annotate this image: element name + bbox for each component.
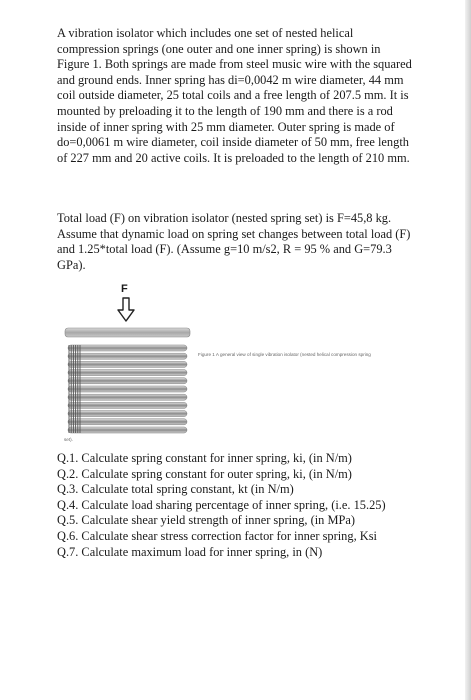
spring-coil <box>68 419 187 425</box>
question-3: Q.3. Calculate total spring constant, kt (in N/m) <box>57 482 294 497</box>
force-label: F <box>121 283 128 295</box>
problem-paragraph-1: A vibration isolator which includes one set of nested helical compression springs (one outer and one inner spring) is shown in Figure 1. Both springs are made from steel music wire with the squared and ground ends. Inner spring has di=0,0042 m wire diameter, 44 mm coil outside diameter, 25 total coils and a free length of 207.5 mm. It is mounted by preloading it to the length of 190 mm and there is a rod inside of inner spring with 25 mm diameter. Outer spring is made of do=0,0061 m wire diameter, coil inside diameter of 50 mm, free length of 227 mm and 20 active coils. It is preloaded to the length of 210 mm. <box>57 26 412 165</box>
down-arrow-icon <box>116 297 136 323</box>
figure-caption: Figure 1 A general view of single vibration isolator (nested helical compression spring <box>198 352 371 357</box>
question-4: Q.4. Calculate load sharing percentage of inner spring, (i.e. 15.25) <box>57 497 386 512</box>
question-2: Q.2. Calculate spring constant for outer spring, ki, (in N/m) <box>57 466 352 481</box>
spring-coil <box>68 394 187 400</box>
spring-coil <box>68 378 187 384</box>
spring-coils <box>68 345 187 433</box>
spring-coil <box>68 411 187 417</box>
spring-coil <box>68 370 187 376</box>
top-plate <box>65 328 190 337</box>
spring-coil <box>68 402 187 408</box>
question-7: Q.7. Calculate maximum load for inner spring, in (N) <box>57 544 323 559</box>
page-edge <box>465 0 471 700</box>
nested-spring-figure <box>60 323 195 438</box>
problem-paragraph-2: Total load (F) on vibration isolator (nested spring set) is F=45,8 kg. Assume that dynamic load on spring set changes between total load (F) and 1.25*total load (F). (Assume g=10 m/s2, R = 95 % and G=79.3 GPa). <box>57 211 411 272</box>
spring-coil <box>68 361 187 367</box>
question-1: Q.1. Calculate spring constant for inner spring, ki, (in N/m) <box>57 451 352 465</box>
question-6: Q.6. Calculate shear stress correction factor for inner spring, Ksi <box>57 528 377 543</box>
question-list <box>57 451 417 560</box>
question-5: Q.5. Calculate shear yield strength of inner spring, (in MPa) <box>57 513 355 528</box>
spring-coil <box>68 386 187 392</box>
figure-caption-continued: set). <box>64 437 73 442</box>
spring-coil <box>68 427 187 433</box>
spring-coil <box>68 353 187 359</box>
spring-coil <box>68 345 187 351</box>
